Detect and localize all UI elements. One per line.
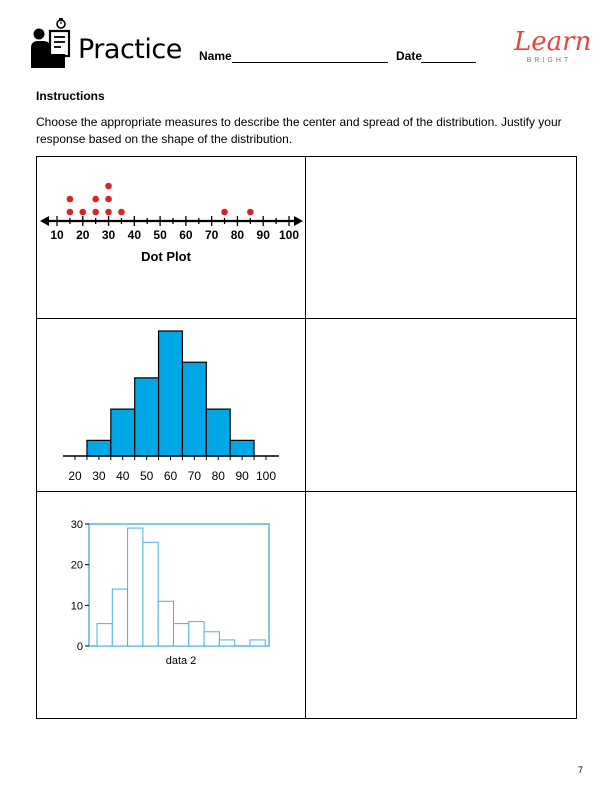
dot-plot-point: [247, 209, 254, 216]
histogram-tick-label: 70: [187, 469, 202, 483]
histogram-tick-label: 20: [68, 469, 82, 483]
data2-histogram-bar: [219, 640, 234, 646]
dot-plot-point: [67, 196, 74, 203]
answer-cell-3[interactable]: [306, 492, 576, 718]
page-header: [0, 0, 612, 80]
dot-plot-tick-label: 50: [153, 228, 167, 242]
data2-y-tick-label: 20: [70, 559, 83, 572]
histogram-data2-chart: [37, 492, 305, 718]
learn-bright-logo: [514, 25, 592, 69]
logo-subtext: BRIGHT: [526, 57, 572, 64]
instructions-text: Choose the appropriate measures to describe the center and spread of the distribution. Justify your response based on the shape of the distribution.: [36, 115, 562, 146]
date-label: Date: [396, 49, 423, 63]
histogram-tick-label: 40: [116, 469, 130, 483]
histogram-bar: [135, 378, 159, 456]
dot-plot-chart: [37, 157, 305, 318]
histogram-tick-label: 100: [255, 469, 277, 483]
page-number: 7: [578, 765, 584, 775]
dot-plot-point: [105, 209, 112, 216]
dot-plot-point: [221, 209, 228, 216]
data2-histogram-bar: [158, 601, 173, 646]
page-title: Practice: [78, 34, 182, 65]
dot-plot-tick-label: 30: [101, 228, 116, 242]
dot-plot-point: [79, 209, 86, 216]
data2-histogram-bar: [204, 632, 219, 646]
histogram-chart: [37, 319, 305, 491]
histogram-bar: [230, 440, 254, 456]
dot-plot-point: [92, 209, 99, 216]
histogram-bar: [159, 331, 183, 456]
name-label: Name: [199, 49, 232, 63]
data2-histogram-bar: [97, 624, 112, 646]
data2-y-tick-label: 0: [76, 641, 83, 653]
dot-plot-tick-label: 10: [50, 228, 64, 242]
histogram-tick-label: 90: [235, 469, 249, 483]
histogram-bar: [87, 440, 111, 456]
data2-y-tick-label: 10: [70, 600, 83, 613]
dot-plot-tick-label: 100: [278, 228, 300, 242]
logo-wordmark: Learn: [514, 27, 592, 57]
histogram-bar: [111, 409, 135, 456]
histogram-bar: [206, 409, 230, 456]
axis-arrow-right: [294, 216, 303, 226]
dot-plot-point: [92, 196, 99, 203]
histogram-tick-label: 50: [139, 469, 154, 483]
data2-x-axis-label: data 2: [165, 655, 197, 667]
data2-histogram-bar: [143, 542, 158, 646]
answer-cell-2[interactable]: [306, 319, 576, 491]
dot-plot-tick-label: 70: [204, 228, 219, 242]
axis-arrow-left: [40, 216, 49, 226]
histogram-tick-label: 60: [163, 469, 178, 483]
dot-plot-title: Dot Plot: [141, 249, 191, 264]
data2-histogram-bar: [174, 624, 189, 646]
dot-plot-point: [67, 209, 74, 216]
dot-plot-tick-label: 80: [230, 228, 245, 242]
data2-histogram-bar: [250, 640, 265, 646]
dot-plot-tick-label: 60: [179, 228, 193, 242]
date-field[interactable]: [421, 62, 476, 63]
dot-plot-point: [105, 196, 112, 203]
dot-plot-tick-label: 90: [256, 228, 270, 242]
histogram-tick-label: 80: [211, 469, 225, 483]
instructions-heading: Instructions: [36, 89, 105, 103]
dot-plot-tick-label: 20: [76, 228, 90, 242]
name-field[interactable]: [232, 62, 388, 63]
histogram-bar: [182, 362, 206, 456]
answer-cell-1[interactable]: [306, 157, 576, 318]
dot-plot-point: [105, 183, 112, 190]
data2-histogram-bar: [112, 589, 127, 646]
dot-plot-point: [118, 209, 125, 216]
data2-histogram-bar: [189, 622, 204, 646]
student-worksheet-icon: [30, 18, 74, 70]
data2-y-tick-label: 30: [70, 519, 83, 531]
dot-plot-tick-label: 40: [127, 228, 142, 242]
histogram-tick-label: 30: [92, 469, 106, 483]
data2-histogram-bar: [128, 528, 143, 646]
